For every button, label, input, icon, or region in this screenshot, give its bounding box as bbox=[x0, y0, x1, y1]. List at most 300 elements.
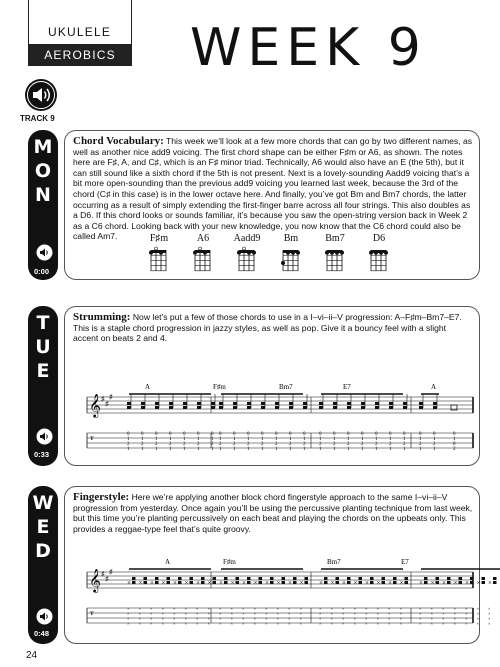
tab-mute: × bbox=[196, 606, 199, 611]
tab-number: 0 bbox=[275, 432, 278, 437]
chord-note bbox=[275, 402, 279, 405]
chord-finger-dot bbox=[193, 251, 197, 255]
tab-mute: × bbox=[353, 611, 357, 616]
tab-number: 0 bbox=[433, 432, 436, 437]
percussive-note: × bbox=[342, 579, 346, 587]
chord-note bbox=[213, 577, 217, 580]
chord-finger-dot bbox=[330, 251, 334, 255]
chord-label: A bbox=[431, 383, 437, 391]
tab-mute: × bbox=[173, 611, 176, 616]
tuesday-content bbox=[64, 306, 480, 466]
percussive-note: × bbox=[299, 579, 304, 587]
day-letter: N bbox=[35, 184, 51, 206]
chord-nut bbox=[195, 250, 210, 253]
chord-note bbox=[270, 577, 274, 580]
chord-note bbox=[419, 402, 423, 405]
tab-number: 1 bbox=[319, 447, 322, 452]
tab-number: 0 bbox=[261, 432, 264, 437]
chord-name: A6 bbox=[196, 233, 210, 244]
tab-number: 1 bbox=[211, 437, 214, 442]
chord-note bbox=[155, 406, 159, 409]
tab-mute: × bbox=[127, 616, 130, 621]
tab-mute: × bbox=[184, 606, 188, 611]
chord-note bbox=[197, 402, 201, 405]
audio-time: 0:00 bbox=[34, 267, 50, 276]
chord-note bbox=[375, 406, 379, 409]
chord-note bbox=[201, 581, 205, 584]
lesson-text bbox=[73, 136, 473, 242]
tab-mute: × bbox=[488, 606, 491, 611]
chord-note bbox=[144, 581, 148, 584]
tab-mute: × bbox=[465, 621, 468, 626]
percussive-note: × bbox=[365, 579, 369, 587]
tab-mute: × bbox=[150, 616, 153, 621]
tab-number: 1 bbox=[389, 437, 392, 442]
lesson-body: Here we’re applying another block chord fingerstyle approach to the same I–vi–ii–V progression from yesterday. Once again you’ll be using the percussive planting technique from last week, but this time you’re planting percussively on each beat and playing the chords on the upbeats only. This provides a reggae-type feel that’s quite groovy. bbox=[73, 492, 473, 534]
chord-note bbox=[347, 581, 351, 584]
tab-number: 2 bbox=[347, 442, 350, 447]
tab-mute: × bbox=[242, 621, 245, 626]
tab-number: 0 bbox=[289, 432, 292, 437]
key-sharp: ♯ bbox=[105, 575, 109, 583]
tab-mute: × bbox=[207, 616, 211, 621]
tab-number: 2 bbox=[169, 442, 172, 447]
chord-note bbox=[197, 406, 201, 409]
chord-note bbox=[293, 577, 297, 580]
key-sharp: ♯ bbox=[101, 395, 105, 403]
tab-number: 1 bbox=[289, 437, 292, 442]
chord-note bbox=[183, 402, 187, 405]
tab-mute: × bbox=[127, 606, 130, 611]
tab-mute: × bbox=[253, 611, 257, 616]
tab-mute: × bbox=[476, 616, 480, 621]
chord-name: Bm7 bbox=[325, 233, 345, 244]
tab-number: 1 bbox=[169, 447, 172, 452]
chord-note bbox=[324, 581, 328, 584]
tab-number: 0 bbox=[403, 432, 406, 437]
tab-number: 2 bbox=[289, 442, 292, 447]
chord-note bbox=[236, 577, 240, 580]
tab-number: 1 bbox=[197, 447, 200, 452]
tab-mute: × bbox=[330, 611, 334, 616]
tab-number: 2 bbox=[155, 442, 158, 447]
tab-number: 1 bbox=[375, 447, 378, 452]
tab-mute: × bbox=[161, 616, 165, 621]
chord-note bbox=[132, 577, 136, 580]
tab-mute: × bbox=[138, 616, 142, 621]
tab-mute: × bbox=[319, 616, 322, 621]
chord-note bbox=[303, 402, 307, 405]
day-letter: E bbox=[36, 516, 50, 538]
percussive-note: × bbox=[276, 579, 281, 587]
chord-note bbox=[247, 406, 251, 409]
chord-note bbox=[336, 577, 340, 580]
tab-number: 0 bbox=[183, 432, 186, 437]
tab-number: 2 bbox=[197, 442, 200, 447]
tab-mute: × bbox=[376, 616, 380, 621]
chord-note bbox=[359, 577, 363, 580]
chord-note bbox=[259, 581, 263, 584]
tab-mute: × bbox=[242, 616, 245, 621]
chord-note bbox=[233, 406, 237, 409]
speaker-icon[interactable] bbox=[36, 608, 53, 625]
chord-note bbox=[382, 581, 386, 584]
tab-number: 0 bbox=[333, 432, 336, 437]
tab-number: 1 bbox=[219, 447, 222, 452]
tab-number: 1 bbox=[155, 447, 158, 452]
tab-number: 0 bbox=[155, 432, 158, 437]
tab-number: 2 bbox=[141, 442, 144, 447]
key-sharp: ♯ bbox=[101, 570, 105, 578]
tab-mute: × bbox=[453, 621, 457, 626]
tab-mute: × bbox=[207, 621, 211, 626]
lesson-text bbox=[73, 492, 473, 534]
tab-mute: × bbox=[288, 616, 291, 621]
tab-number: 1 bbox=[197, 437, 200, 442]
percussive-note: × bbox=[265, 579, 269, 587]
percussive-note: × bbox=[319, 579, 323, 587]
chord-name: D6 bbox=[372, 233, 386, 244]
chord-note bbox=[144, 577, 148, 580]
chord-note bbox=[213, 581, 217, 584]
percussive-note: × bbox=[219, 579, 223, 587]
tab-mute: × bbox=[219, 606, 222, 611]
tab-number: 0 bbox=[219, 432, 222, 437]
tab-number: 0 bbox=[141, 432, 144, 437]
chord-note bbox=[405, 581, 409, 584]
tab-mute: × bbox=[138, 611, 142, 616]
tab-number: 2 bbox=[219, 442, 222, 447]
chord-diagram bbox=[236, 247, 258, 273]
tab-mute: × bbox=[127, 611, 130, 616]
tab-mute: × bbox=[330, 621, 334, 626]
tab-number: 1 bbox=[183, 437, 186, 442]
chord-note bbox=[247, 577, 251, 580]
tab-mute: × bbox=[288, 606, 291, 611]
tab-number: 1 bbox=[389, 447, 392, 452]
chord-note bbox=[190, 577, 194, 580]
tab-mute: × bbox=[442, 621, 445, 626]
track-audio-button[interactable] bbox=[24, 78, 58, 117]
chord-note bbox=[493, 577, 497, 580]
chord-note bbox=[289, 402, 293, 405]
chord-diagram bbox=[148, 247, 170, 273]
tab-mute: × bbox=[288, 621, 291, 626]
tab-mute: × bbox=[219, 611, 222, 616]
tab-number: 2 bbox=[453, 447, 456, 452]
tab-mute: × bbox=[173, 616, 176, 621]
tab-number: 1 bbox=[211, 447, 214, 452]
chord-note bbox=[389, 402, 393, 405]
chord-note bbox=[359, 581, 363, 584]
tab-mute: × bbox=[399, 621, 403, 626]
chord-label: A bbox=[165, 558, 171, 566]
tab-number: 2 bbox=[419, 442, 422, 447]
chord-name: Aadd9 bbox=[233, 233, 261, 244]
chord-note bbox=[447, 581, 451, 584]
monday-sidebar bbox=[28, 130, 58, 280]
tab-mute: × bbox=[276, 611, 280, 616]
tab-mute: × bbox=[219, 621, 222, 626]
chord-finger-dot bbox=[369, 251, 373, 255]
chord-finger-dot bbox=[335, 251, 339, 255]
tab-mute: × bbox=[138, 621, 142, 626]
tab-number: 1 bbox=[433, 437, 436, 442]
tab-number: 0 bbox=[303, 432, 306, 437]
tab-number: 2 bbox=[361, 442, 364, 447]
chord-note bbox=[303, 406, 307, 409]
chord-finger-dot bbox=[252, 251, 256, 255]
tab-mute: × bbox=[242, 611, 245, 616]
tab-mute: × bbox=[453, 616, 457, 621]
tab-mute: × bbox=[476, 606, 480, 611]
chord-note bbox=[183, 406, 187, 409]
chord-note bbox=[336, 581, 340, 584]
tab-mute: × bbox=[219, 616, 222, 621]
percussive-note: × bbox=[196, 579, 200, 587]
percussive-note: × bbox=[230, 579, 235, 587]
tab-mute: × bbox=[430, 616, 434, 621]
chord-nut bbox=[371, 250, 386, 253]
day-tuesday bbox=[24, 306, 484, 466]
chord-note bbox=[419, 406, 423, 409]
tab-mute: × bbox=[388, 606, 391, 611]
chord-note bbox=[424, 581, 428, 584]
lesson-body: Now let’s put a few of those chords to use in a I–vi–ii–V progression: A–F♯m–Bm7–E7. This is a staple chord progression in jazzy styles, as well as pop. Give it a bouncy feel with a slight accent on beats 2 and 4. bbox=[73, 312, 462, 344]
chord-diagram bbox=[280, 247, 302, 273]
chord-note bbox=[275, 406, 279, 409]
chord-note bbox=[190, 581, 194, 584]
chord-note bbox=[155, 402, 159, 405]
tab-number: 1 bbox=[347, 447, 350, 452]
chord-label: E7 bbox=[343, 383, 351, 391]
tab-mute: × bbox=[265, 611, 268, 616]
day-letter: O bbox=[34, 160, 52, 182]
monday-content bbox=[64, 130, 480, 280]
chord-finger-dot bbox=[286, 251, 290, 255]
percussive-note: × bbox=[253, 579, 258, 587]
tab-mute: × bbox=[161, 611, 165, 616]
tab-mute: × bbox=[399, 606, 403, 611]
tab-number: 2 bbox=[233, 442, 236, 447]
tab-mute: × bbox=[253, 616, 257, 621]
chord-note bbox=[382, 577, 386, 580]
tab-mute: × bbox=[150, 621, 153, 626]
percussive-note: × bbox=[399, 579, 404, 587]
tab-number: 0 bbox=[319, 432, 322, 437]
tab-mute: × bbox=[442, 616, 445, 621]
key-sharp: ♯ bbox=[109, 393, 113, 401]
tab-mute: × bbox=[465, 616, 468, 621]
chord-label: F♯m bbox=[223, 558, 236, 566]
percussive-note: × bbox=[453, 579, 458, 587]
tab-mute: × bbox=[453, 606, 457, 611]
tab-mute: × bbox=[207, 611, 211, 616]
tab-number: 2 bbox=[127, 442, 130, 447]
percussive-note: × bbox=[388, 579, 392, 587]
tab-number: 1 bbox=[375, 437, 378, 442]
chord-finger-dot bbox=[325, 251, 329, 255]
tab-number: 1 bbox=[347, 437, 350, 442]
tab-mute: × bbox=[342, 621, 345, 626]
tab-mute: × bbox=[488, 611, 491, 616]
percussive-note: × bbox=[419, 579, 423, 587]
tab-number: 2 bbox=[261, 442, 264, 447]
percussive-note: × bbox=[353, 579, 358, 587]
key-sharp: ♯ bbox=[105, 400, 109, 408]
chord-open-string bbox=[199, 247, 202, 250]
chord-finger-dot bbox=[237, 251, 241, 255]
track-label: TRACK 9 bbox=[20, 114, 55, 123]
chord-note bbox=[167, 581, 171, 584]
percussive-note: × bbox=[430, 579, 435, 587]
tab-number: 1 bbox=[233, 437, 236, 442]
day-letter: U bbox=[35, 336, 51, 358]
tab-mute: × bbox=[430, 606, 434, 611]
tab-number: 0 bbox=[247, 432, 250, 437]
chord-diagram bbox=[324, 247, 346, 273]
tab-mute: × bbox=[342, 606, 345, 611]
tab-mute: × bbox=[230, 616, 234, 621]
chord-nut bbox=[151, 250, 166, 253]
chord-name: Bm bbox=[283, 233, 299, 244]
tab-number: 1 bbox=[361, 437, 364, 442]
tab-mute: × bbox=[230, 606, 234, 611]
chord-note bbox=[259, 577, 263, 580]
chord-note bbox=[436, 581, 440, 584]
tab-mute: × bbox=[265, 616, 268, 621]
chord-finger-dot bbox=[296, 251, 300, 255]
tab-clef: T bbox=[90, 611, 94, 617]
wednesday-content bbox=[64, 486, 492, 644]
tab-number: 1 bbox=[219, 437, 222, 442]
tab-number: 1 bbox=[361, 447, 364, 452]
lesson-heading: Fingerstyle: bbox=[73, 491, 130, 503]
tab-number: 2 bbox=[319, 442, 322, 447]
tab-mute: × bbox=[127, 621, 130, 626]
tuesday-sidebar bbox=[28, 306, 58, 466]
wednesday-sidebar bbox=[28, 486, 58, 644]
page-number: 24 bbox=[26, 650, 38, 661]
chord-note bbox=[482, 581, 486, 584]
chord-note bbox=[393, 577, 397, 580]
tab-number: 0 bbox=[389, 432, 392, 437]
tab-mute: × bbox=[319, 606, 322, 611]
chord-nut bbox=[239, 250, 254, 253]
tab-number: 1 bbox=[127, 437, 130, 442]
tab-mute: × bbox=[353, 606, 357, 611]
speaker-icon[interactable] bbox=[36, 428, 53, 445]
chord-note bbox=[459, 581, 463, 584]
tab-mute: × bbox=[442, 611, 445, 616]
tab-number: 2 bbox=[389, 442, 392, 447]
tab-mute: × bbox=[299, 621, 303, 626]
tab-mute: × bbox=[388, 611, 391, 616]
tab-number: 0 bbox=[375, 432, 378, 437]
tab-number: 0 bbox=[419, 432, 422, 437]
chord-note bbox=[247, 581, 251, 584]
tab-mute: × bbox=[196, 611, 199, 616]
chord-note bbox=[305, 581, 309, 584]
tab-mute: × bbox=[276, 606, 280, 611]
chord-note bbox=[319, 406, 323, 409]
day-letter: T bbox=[36, 312, 50, 334]
tab-number: 1 bbox=[183, 447, 186, 452]
percussive-note: × bbox=[127, 579, 131, 587]
tab-number: 0 bbox=[169, 432, 172, 437]
chord-note bbox=[447, 577, 451, 580]
speaker-icon[interactable] bbox=[36, 244, 53, 261]
tab-number: 0 bbox=[197, 432, 200, 437]
tab-mute: × bbox=[465, 611, 468, 616]
tab-mute: × bbox=[299, 616, 303, 621]
chord-note bbox=[459, 577, 463, 580]
tab-number: 0 bbox=[361, 432, 364, 437]
tab-number: 2 bbox=[183, 442, 186, 447]
tab-number: 0 bbox=[211, 432, 214, 437]
tab-number: 2 bbox=[303, 442, 306, 447]
tab-number: 1 bbox=[289, 447, 292, 452]
percussive-note: × bbox=[161, 579, 166, 587]
tab-mute: × bbox=[476, 621, 480, 626]
tab-mute: × bbox=[138, 606, 142, 611]
percussive-note: × bbox=[465, 579, 469, 587]
chord-note bbox=[293, 581, 297, 584]
tab-number: 1 bbox=[155, 437, 158, 442]
tab-number: 1 bbox=[433, 447, 436, 452]
chord-finger-dot bbox=[159, 251, 163, 255]
percussive-note: × bbox=[288, 579, 292, 587]
chord-nut bbox=[283, 250, 298, 253]
percussive-note: × bbox=[442, 579, 446, 587]
tab-mute: × bbox=[330, 606, 334, 611]
chord-name: F♯m bbox=[149, 233, 169, 244]
tab-number: 1 bbox=[333, 437, 336, 442]
chord-note bbox=[433, 406, 437, 409]
tab-mute: × bbox=[419, 606, 422, 611]
tab-number: 1 bbox=[141, 447, 144, 452]
chord-finger-dot bbox=[384, 251, 388, 255]
tab-mute: × bbox=[288, 611, 291, 616]
percussive-note: × bbox=[173, 579, 177, 587]
chord-note bbox=[333, 402, 337, 405]
tab-mute: × bbox=[196, 616, 199, 621]
chord-note bbox=[233, 402, 237, 405]
day-wednesday bbox=[24, 486, 492, 644]
tab-number: 1 bbox=[275, 437, 278, 442]
day-monday bbox=[24, 130, 484, 280]
chord-label: F♯m bbox=[213, 383, 226, 391]
chord-note bbox=[219, 406, 223, 409]
lesson-heading: Strumming: bbox=[73, 311, 131, 323]
tab-mute: × bbox=[365, 621, 368, 626]
chord-open-string bbox=[155, 247, 158, 250]
chord-label: A bbox=[145, 383, 151, 391]
tab-mute: × bbox=[184, 611, 188, 616]
percussive-note: × bbox=[242, 579, 246, 587]
chord-note bbox=[155, 581, 159, 584]
percussive-note: × bbox=[476, 579, 481, 587]
percussive-note: × bbox=[150, 579, 154, 587]
tab-number: 1 bbox=[419, 447, 422, 452]
chord-note bbox=[482, 577, 486, 580]
tab-number: 2 bbox=[375, 442, 378, 447]
tab-number: 1 bbox=[169, 437, 172, 442]
tab-number: 2 bbox=[333, 442, 336, 447]
tab-number: 1 bbox=[453, 437, 456, 442]
strumming-notation bbox=[65, 355, 479, 465]
lesson-heading: Chord Vocabulary: bbox=[73, 135, 164, 147]
